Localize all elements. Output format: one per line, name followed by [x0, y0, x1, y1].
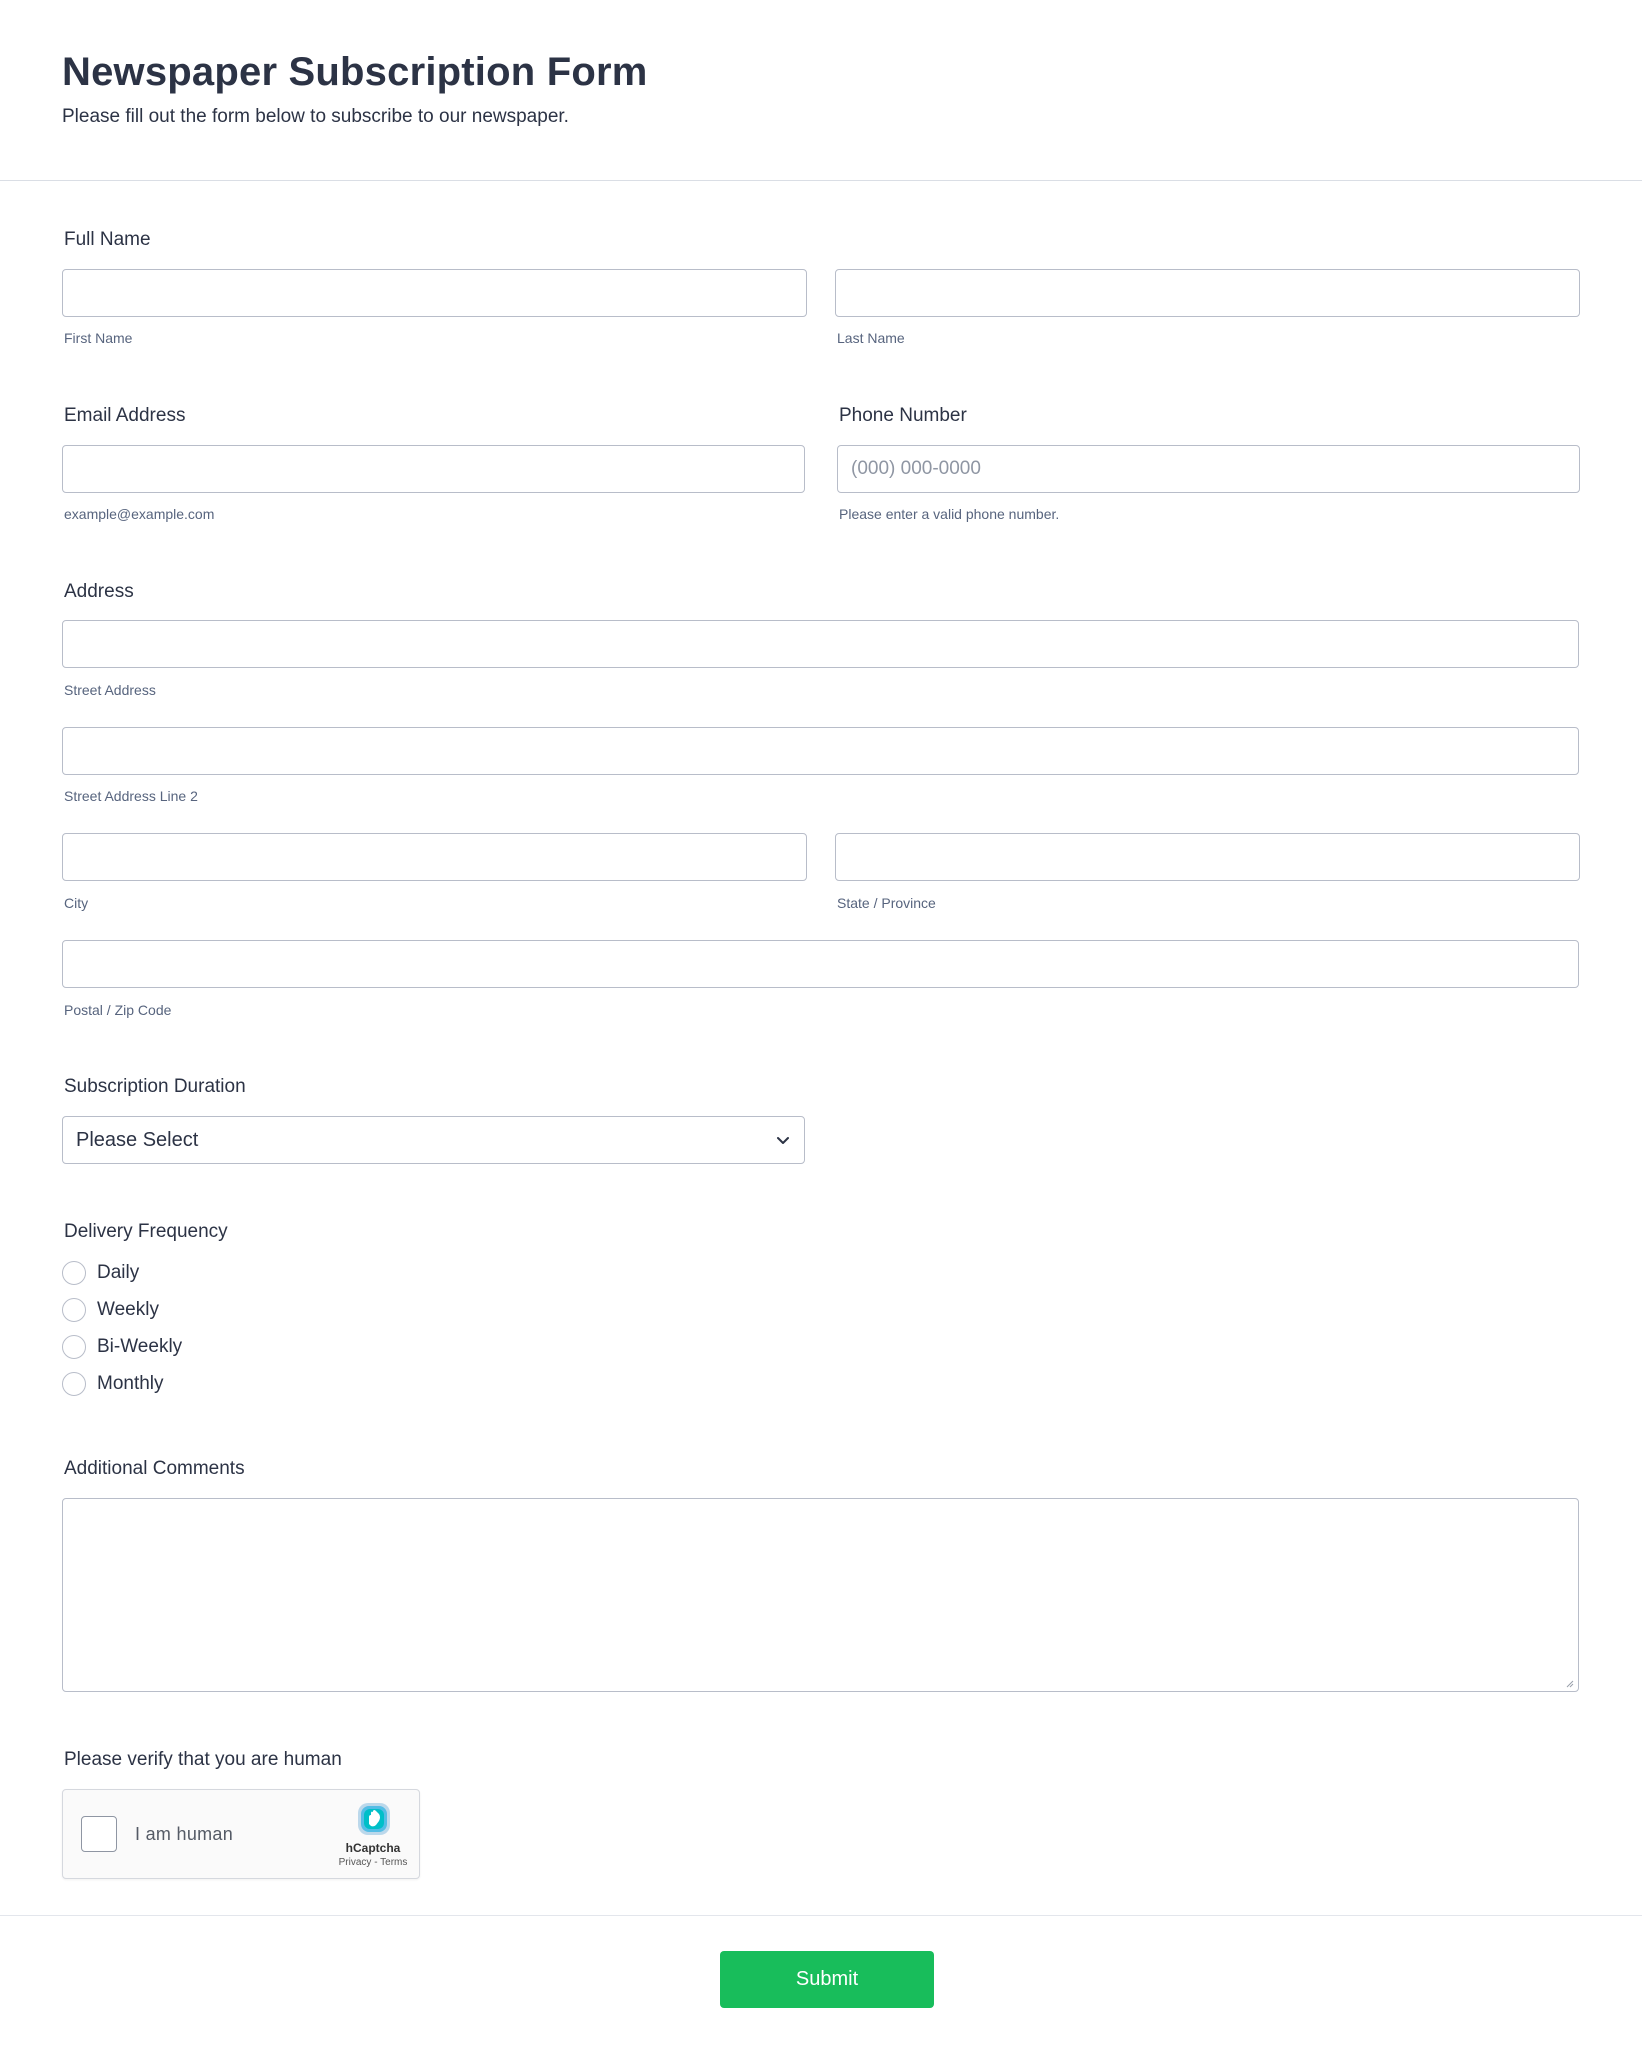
- phone-input[interactable]: [837, 445, 1580, 493]
- additional-comments-label: Additional Comments: [64, 1458, 245, 1479]
- subscription-duration-select[interactable]: [62, 1116, 805, 1164]
- resize-grip-icon[interactable]: [1564, 1678, 1574, 1688]
- chevron-down-icon: [774, 1131, 792, 1149]
- radio-button[interactable]: [62, 1261, 86, 1285]
- hcaptcha-widget: [62, 1789, 420, 1879]
- state-sublabel: State / Province: [837, 895, 936, 911]
- phone-sublabel: Please enter a valid phone number.: [839, 506, 1060, 522]
- radio-button[interactable]: [62, 1298, 86, 1322]
- city-input[interactable]: [62, 833, 807, 881]
- city-sublabel: City: [64, 895, 89, 911]
- footer-divider: [0, 1915, 1642, 1916]
- phone-label: Phone Number: [839, 405, 967, 426]
- captcha-checkbox[interactable]: [81, 1816, 117, 1852]
- hcaptcha-logo-icon: [354, 1799, 394, 1839]
- captcha-text: I am human: [135, 1824, 234, 1844]
- subscription-duration-label: Subscription Duration: [64, 1076, 246, 1097]
- email-label: Email Address: [64, 405, 186, 426]
- postal-code-input[interactable]: [62, 940, 1579, 988]
- first-name-sublabel: First Name: [64, 330, 133, 346]
- select-value: Please Select: [76, 1129, 199, 1151]
- street-address-sublabel: Street Address: [64, 682, 156, 698]
- address-label: Address: [64, 581, 134, 602]
- street-address-line2-input[interactable]: [62, 727, 1579, 775]
- captcha-brand: hCaptcha: [345, 1841, 401, 1855]
- radio-label: Monthly: [97, 1373, 164, 1394]
- first-name-input[interactable]: [62, 269, 807, 317]
- email-input[interactable]: [62, 445, 805, 493]
- radio-label: Weekly: [97, 1299, 159, 1320]
- captcha-label: Please verify that you are human: [64, 1749, 342, 1770]
- radio-button[interactable]: [62, 1372, 86, 1396]
- delivery-frequency-label: Delivery Frequency: [64, 1221, 228, 1242]
- additional-comments-textarea[interactable]: [62, 1498, 1579, 1692]
- postal-code-sublabel: Postal / Zip Code: [64, 1002, 172, 1018]
- street-address-input[interactable]: [62, 620, 1579, 668]
- last-name-sublabel: Last Name: [837, 330, 905, 346]
- full-name-label: Full Name: [64, 229, 151, 250]
- page-title: Newspaper Subscription Form: [62, 50, 648, 94]
- state-input[interactable]: [835, 833, 1580, 881]
- last-name-input[interactable]: [835, 269, 1580, 317]
- submit-button[interactable]: Submit: [720, 1951, 934, 2008]
- radio-button[interactable]: [62, 1335, 86, 1359]
- captcha-privacy-terms-links[interactable]: Privacy - Terms: [338, 1857, 408, 1868]
- form-header: [0, 0, 1642, 181]
- radio-label: Bi-Weekly: [97, 1336, 183, 1357]
- page-subtitle: Please fill out the form below to subscribe to our newspaper.: [62, 106, 569, 127]
- radio-label: Daily: [97, 1262, 140, 1283]
- email-sublabel: example@example.com: [64, 506, 215, 522]
- street-address-line2-sublabel: Street Address Line 2: [64, 788, 198, 804]
